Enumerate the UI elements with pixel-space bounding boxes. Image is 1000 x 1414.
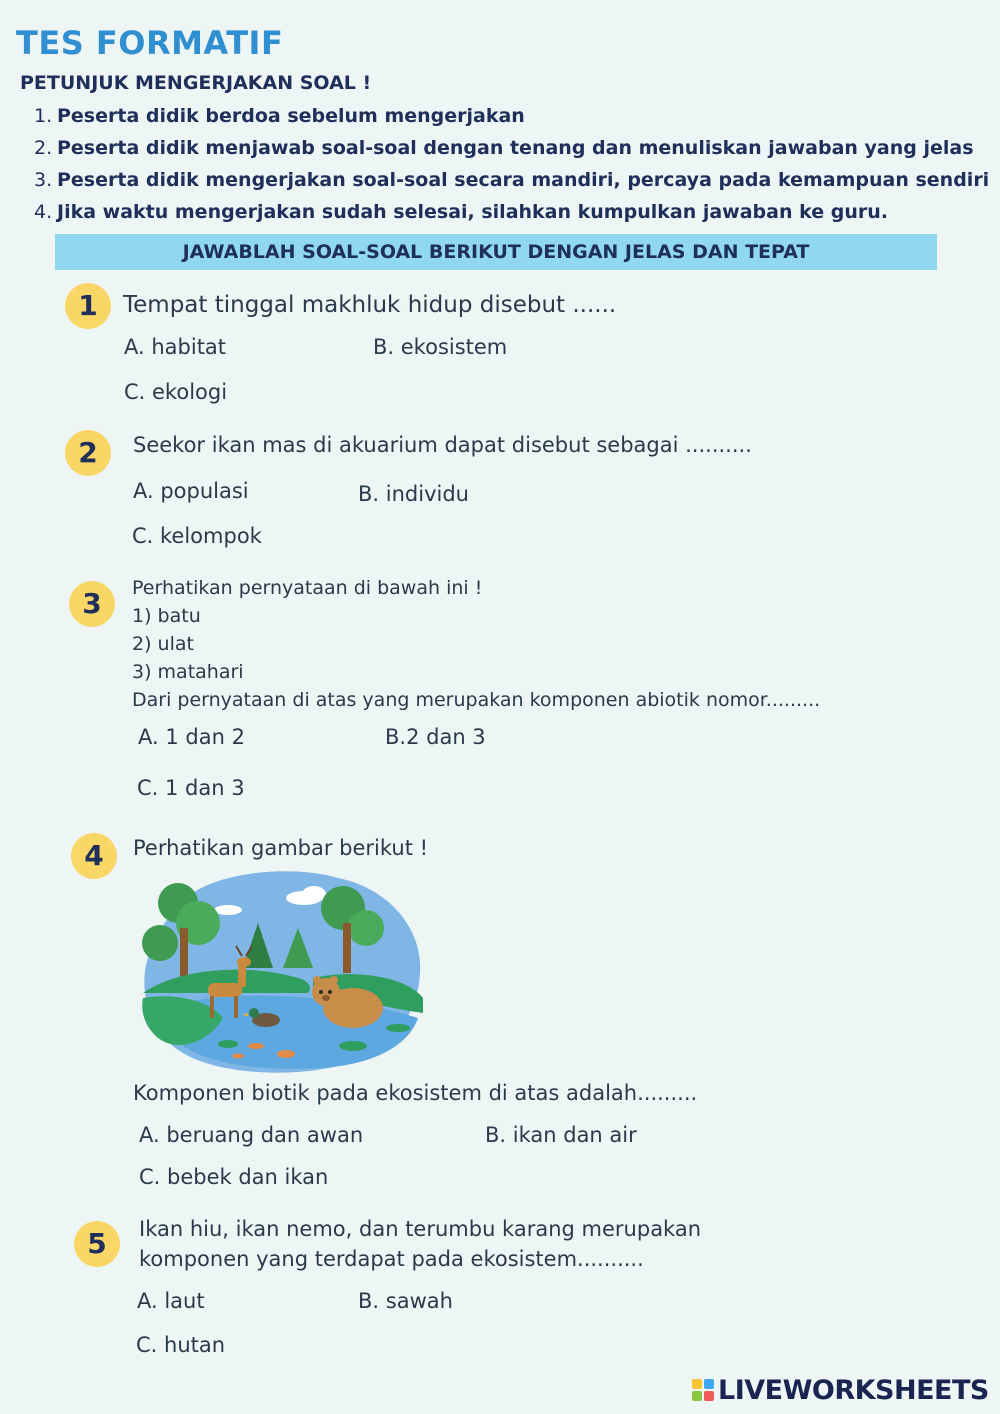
option-c[interactable]: C. hutan — [136, 1333, 226, 1357]
ecosystem-illustration — [138, 868, 428, 1074]
option-b[interactable]: B. individu — [358, 482, 469, 506]
option-b[interactable]: B. ekosistem — [373, 335, 508, 359]
instruction-item: 1. Peserta didik berdoa sebelum mengerjakan — [34, 105, 525, 127]
question-text: Tempat tinggal makhluk hidup disebut ...... — [123, 292, 617, 318]
option-b[interactable]: B. ikan dan air — [485, 1123, 637, 1147]
logo-icon — [692, 1379, 714, 1401]
option-a[interactable]: A. 1 dan 2 — [138, 725, 245, 749]
option-c[interactable]: C. bebek dan ikan — [139, 1165, 329, 1189]
section-banner: JAWABLAH SOAL-SOAL BERIKUT DENGAN JELAS DAN TEPAT — [55, 234, 937, 270]
instruction-item: 3. Peserta didik mengerjakan soal-soal secara mandiri, percaya pada kemampuan sendiri — [34, 169, 990, 191]
question-text: Komponen biotik pada ekosistem di atas adalah......... — [133, 1081, 698, 1105]
question-text: Ikan hiu, ikan nemo, dan terumbu karang merupakan komponen yang terdapat pada ekosistem.......... — [139, 1217, 702, 1271]
option-a[interactable]: A. laut — [137, 1289, 205, 1313]
question-number-badge: 3 — [69, 581, 115, 627]
option-a[interactable]: A. beruang dan awan — [139, 1123, 364, 1147]
option-c[interactable]: C. kelompok — [132, 524, 262, 548]
worksheet-title: TES FORMATIF — [16, 24, 284, 62]
option-a[interactable]: A. populasi — [133, 479, 249, 503]
option-b[interactable]: B. sawah — [358, 1289, 453, 1313]
option-c[interactable]: C. ekologi — [124, 380, 228, 404]
question-number-badge: 4 — [71, 833, 117, 879]
question-number-badge: 5 — [74, 1221, 120, 1267]
option-b[interactable]: B.2 dan 3 — [385, 725, 486, 749]
question-text: Seekor ikan mas di akuarium dapat disebut sebagai .......... — [133, 433, 752, 457]
option-c[interactable]: C. 1 dan 3 — [137, 776, 245, 800]
question-number-badge: 2 — [65, 430, 111, 476]
option-a[interactable]: A. habitat — [124, 335, 227, 359]
question-text: Perhatikan pernyataan di bawah ini ! 1) batu 2) ulat 3) matahari Dari pernyataan di atas yang merupakan komponen abiotik nomor......... — [132, 577, 821, 711]
instruction-item: 4. Jika waktu mengerjakan sudah selesai, silahkan kumpulkan jawaban ke guru. — [34, 201, 888, 223]
instruction-item: 2. Peserta didik menjawab soal-soal dengan tenang dan menuliskan jawaban yang jelas — [34, 137, 974, 159]
instructions-list — [34, 102, 994, 230]
instructions-heading: PETUNJUK MENGERJAKAN SOAL ! — [20, 72, 372, 94]
logo-text: LIVEWORKSHEETS — [718, 1374, 989, 1406]
question-intro: Perhatikan gambar berikut ! — [133, 836, 429, 860]
liveworksheets-logo[interactable] — [692, 1374, 989, 1406]
question-number-badge: 1 — [65, 283, 111, 329]
